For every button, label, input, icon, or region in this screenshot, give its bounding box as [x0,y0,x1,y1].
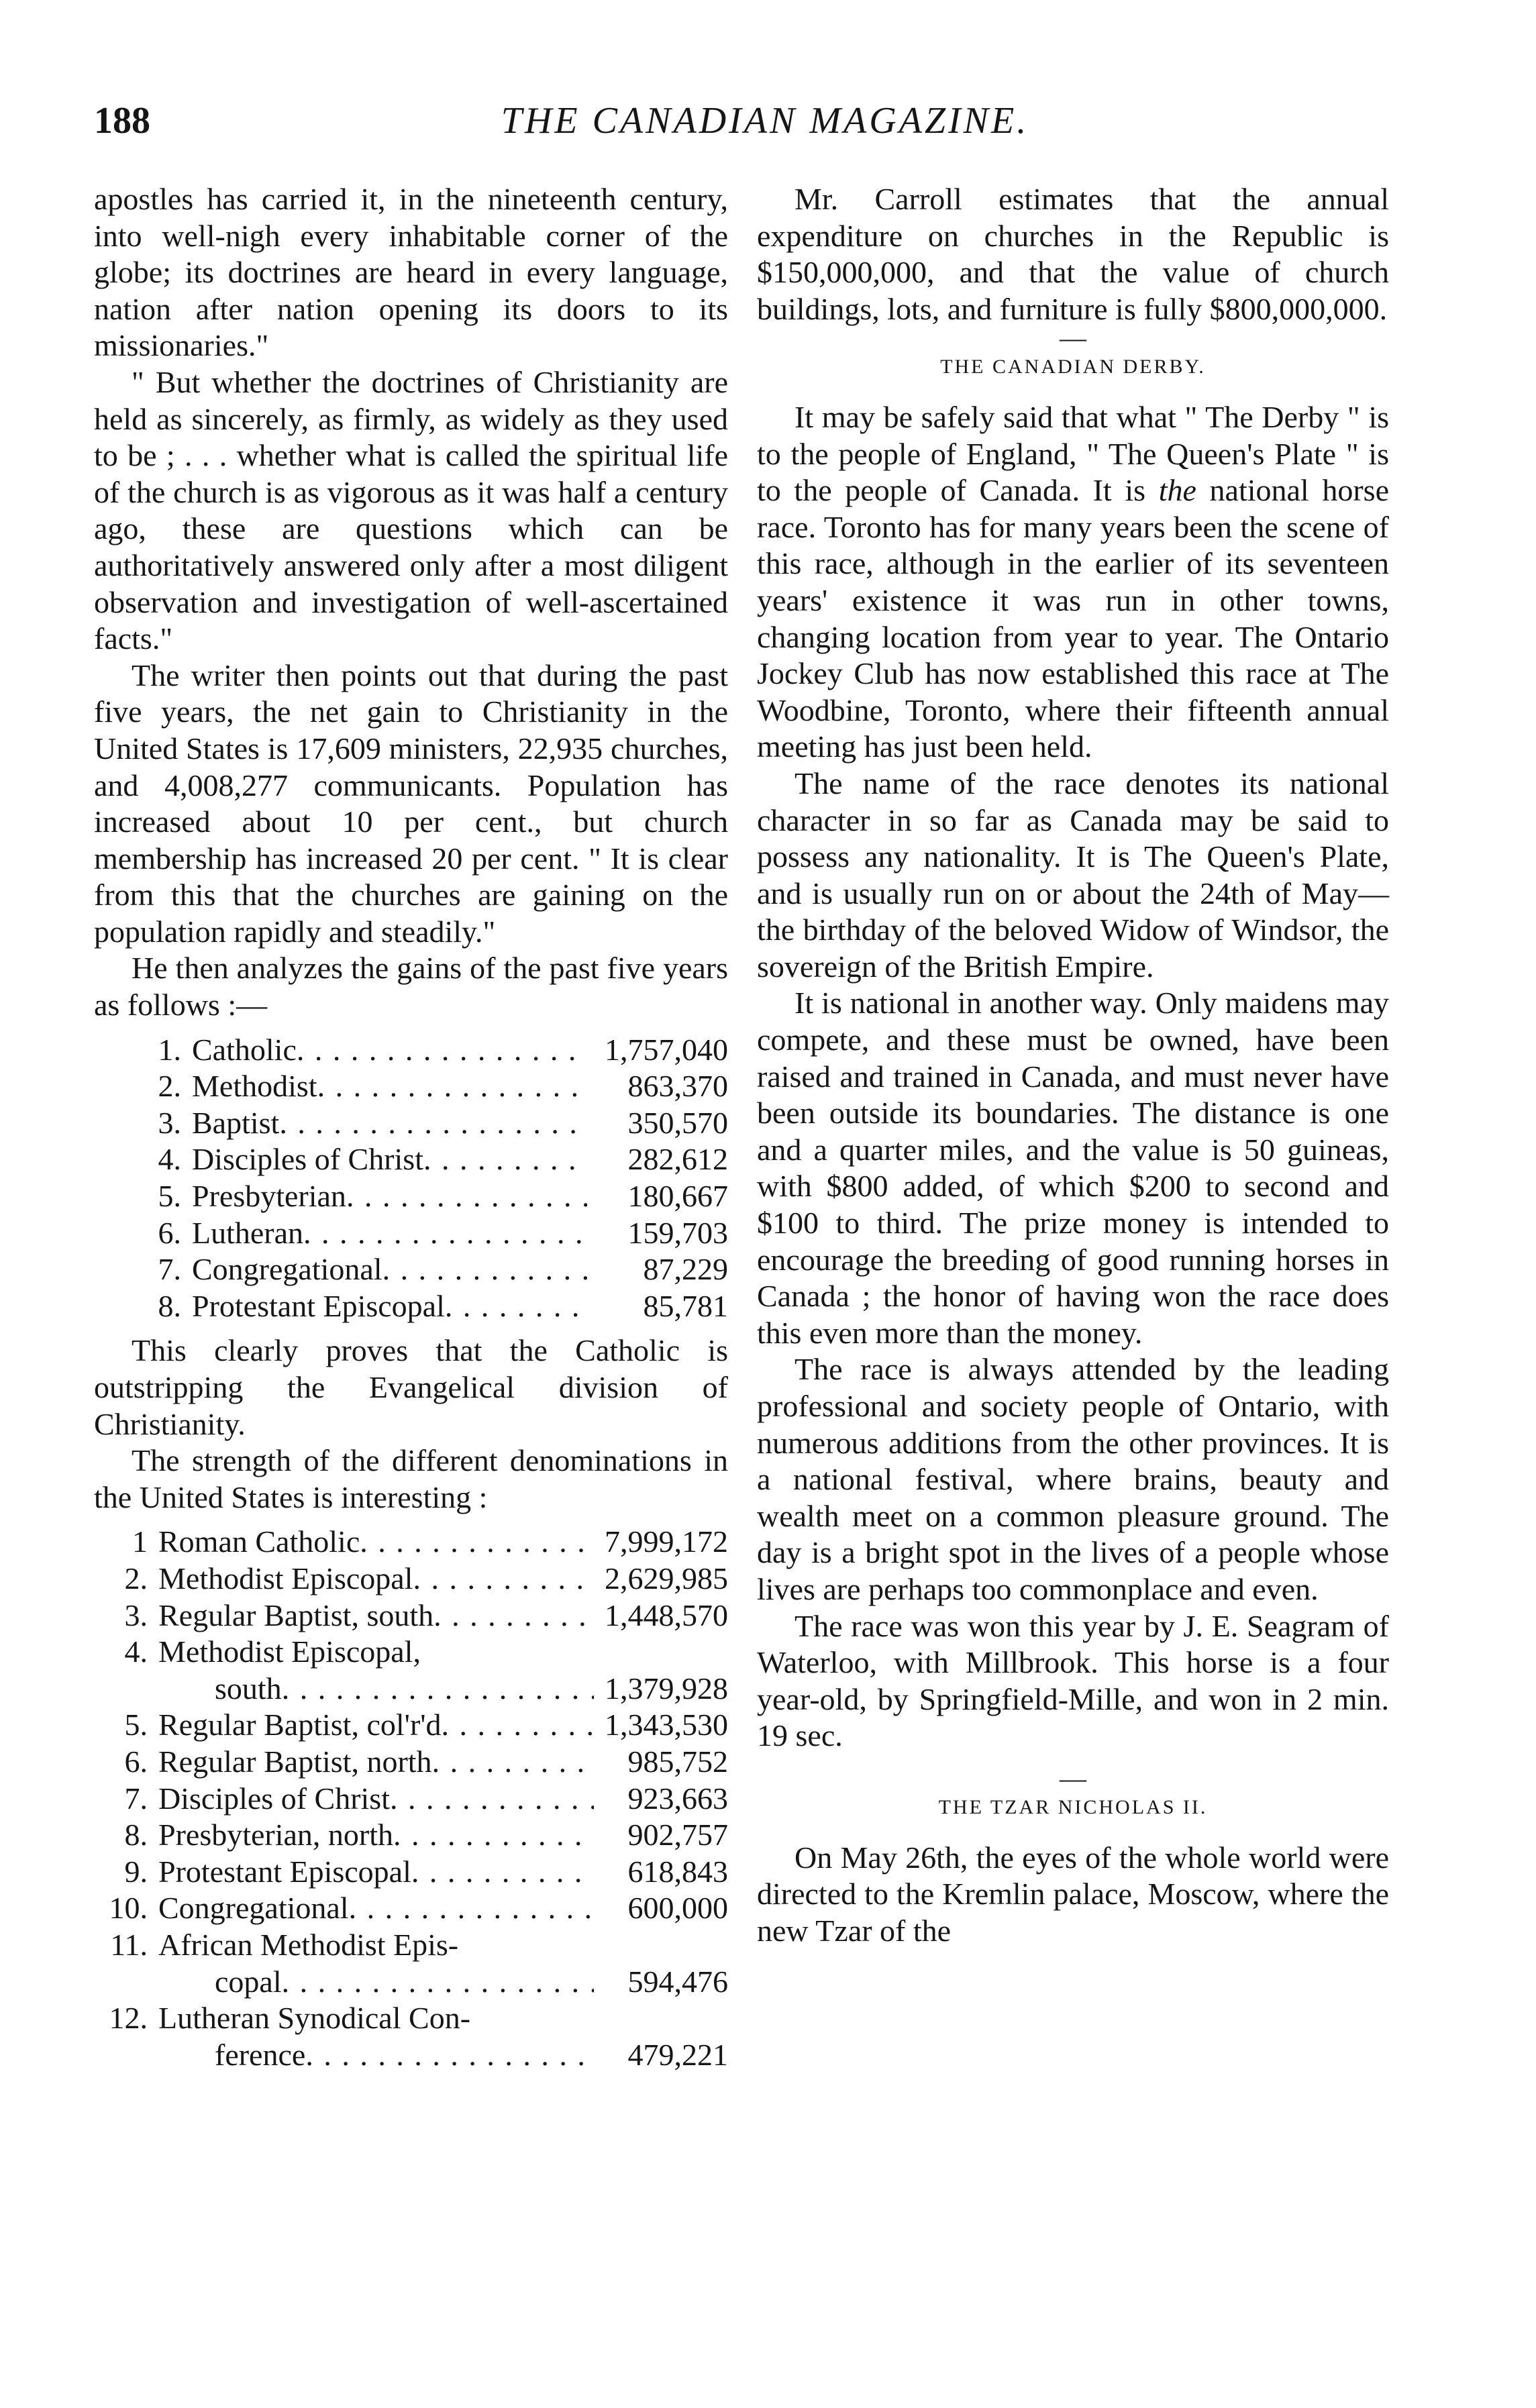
list-item: 2. Methodist Episcopal . . . 2,629,985 [101,1561,728,1598]
paragraph: It may be safely said that what " The Derby " is to the people of England, " The Queen's Plate " is to the people of Canada. It is the national horse race. Toronto has for many years been the scene of this race, although in the earlier of its seventeen years' existence it was run in other towns, changing location from year to year. The Ontario Jockey Club has now established this race at The Woodbine, Toronto, where their fifteenth annual meeting has just been held. [757,399,1390,764]
list-item-continuation: south . . . 1,379,928 [101,1671,728,1708]
paragraph: apostles has carried it, in the nineteenth century, into well-nigh every inhabitable corner of the globe; its doctrines are heard in every language, nation after nation opening its doors to its missionaries." [94,182,728,363]
paragraph: It is national in another way. Only maidens may compete, and these must be owned, have been raised and trained in Canada, and must never have been outside its boundaries. The distance is one and a quarter miles, and the value is 50 guineas, with $800 added, of which $200 to second and $100 to third. The prize money is intended to encourage the breeding of good running horses in Canada ; the honor of having won the race does this even more than the money. [757,986,1389,1350]
list-item: 9. Protestant Episcopal . . . 618,843 [101,1854,728,1891]
list-item: 7. Congregational . . . 87,229 [134,1251,728,1288]
list-item: 6. Regular Baptist, north . . . 985,752 [101,1744,728,1781]
list-item: 3. Baptist . . . 350,570 [134,1105,728,1142]
page-number: 188 [94,100,150,142]
list-item: 11. African Methodist Epis- [110,1927,459,1962]
list-item: 10. Congregational . . . 600,000 [101,1890,728,1927]
paragraph: The race was won this year by J. E. Seagram of Waterloo, with Millbrook. This horse is a four year-old, by Springfield-Mille, and won in 2 min. 19 sec. [757,1608,1389,1753]
list-item: 3. Regular Baptist, south . . . 1,448,570 [101,1598,728,1634]
paragraph: " But whether the doctrines of Christianity are held as sincerely, as firmly, as widely as they used to be ; . . . whether what is called the spiritual life of the church is as vigorous as it was half a century ago, these are questions which can be authoritatively answered only after a most diligent observation and investigation of well-ascertained facts." [94,364,728,656]
list-item: 12. Lutheran Synodical Con- [109,2001,471,2036]
list-item: 1 Roman Catholic . . . 7,999,172 [101,1524,728,1561]
paragraph: The name of the race denotes its national character in so far as Canada may be said to possess any nationality. It is The Queen's Plate, and is usually run on or about the 24th of May—the birthday of the beloved Widow of Windsor, the sovereign of the British Empire. [757,766,1389,984]
section-heading: THE TZAR NICHOLAS II. [938,1795,1208,1818]
list-item: 2. Methodist . . . 863,370 [134,1068,728,1105]
list-item: 7. Disciples of Christ . . . 923,663 [101,1781,728,1818]
section-divider: — [1060,323,1086,354]
paragraph: He then analyzes the gains of the past five years as follows :— [94,951,728,1023]
magazine-title: THE CANADIAN MAGAZINE. [501,100,1029,142]
paragraph: The race is always attended by the leading professional and society people of Ontario, with numerous additions from the other provinces. It is a national festival, where brains, beauty and wealth meet on a common pleasure ground. The day is a bright spot in the lives of a people whose lives are perhaps too commonplace and even. [757,1352,1389,1606]
paragraph: The strength of the different denominations in the United States is interesting : [94,1443,728,1514]
denominations-list [94,1524,728,2073]
list-item: 4. Methodist Episcopal, [124,1634,421,1669]
running-header [94,99,1436,160]
section-divider: — [1060,1763,1086,1793]
list-item: 8. Protestant Episcopal . . . 85,781 [134,1288,728,1325]
list-item-continuation: copal . . . 594,476 [101,1964,728,2001]
list-item: 5. Presbyterian . . . 180,667 [134,1178,728,1215]
right-column [757,181,1389,1949]
list-item: 6. Lutheran . . . 159,703 [134,1215,728,1252]
paragraph: Mr. Carroll estimates that the annual expenditure on churches in the Republic is $150,000,000, and that the value of church buildings, lots, and furniture is fully $800,000,000. [757,182,1389,326]
list-item: 1. Catholic . . . 1,757,040 [134,1032,728,1069]
list-item: 8. Presbyterian, north . . . 902,757 [101,1817,728,1854]
list-item: 5. Regular Baptist, col'r'd . . . 1,343,530 [101,1707,728,1744]
paragraph: On May 26th, the eyes of the whole world were directed to the Kremlin palace, Moscow, where the new Tzar of the [757,1840,1389,1948]
section-heading: THE CANADIAN DERBY. [940,356,1206,378]
list-item: 4. Disciples of Christ . . . 282,612 [134,1141,728,1178]
left-column [94,181,728,2081]
paragraph: This clearly proves that the Catholic is outstripping the Evangelical division of Christianity. [94,1333,728,1441]
paragraph: The writer then points out that during the past five years, the net gain to Christianity in the United States is 17,609 ministers, 22,935 churches, and 4,008,277 communicants. Population has increased about 10 per cent., but church membership has increased 20 per cent. " It is clear from this that the churches are gaining on the population rapidly and steadily." [94,658,728,949]
gains-list [94,1032,728,1325]
list-item-continuation: ference . . . 479,221 [101,2037,728,2074]
